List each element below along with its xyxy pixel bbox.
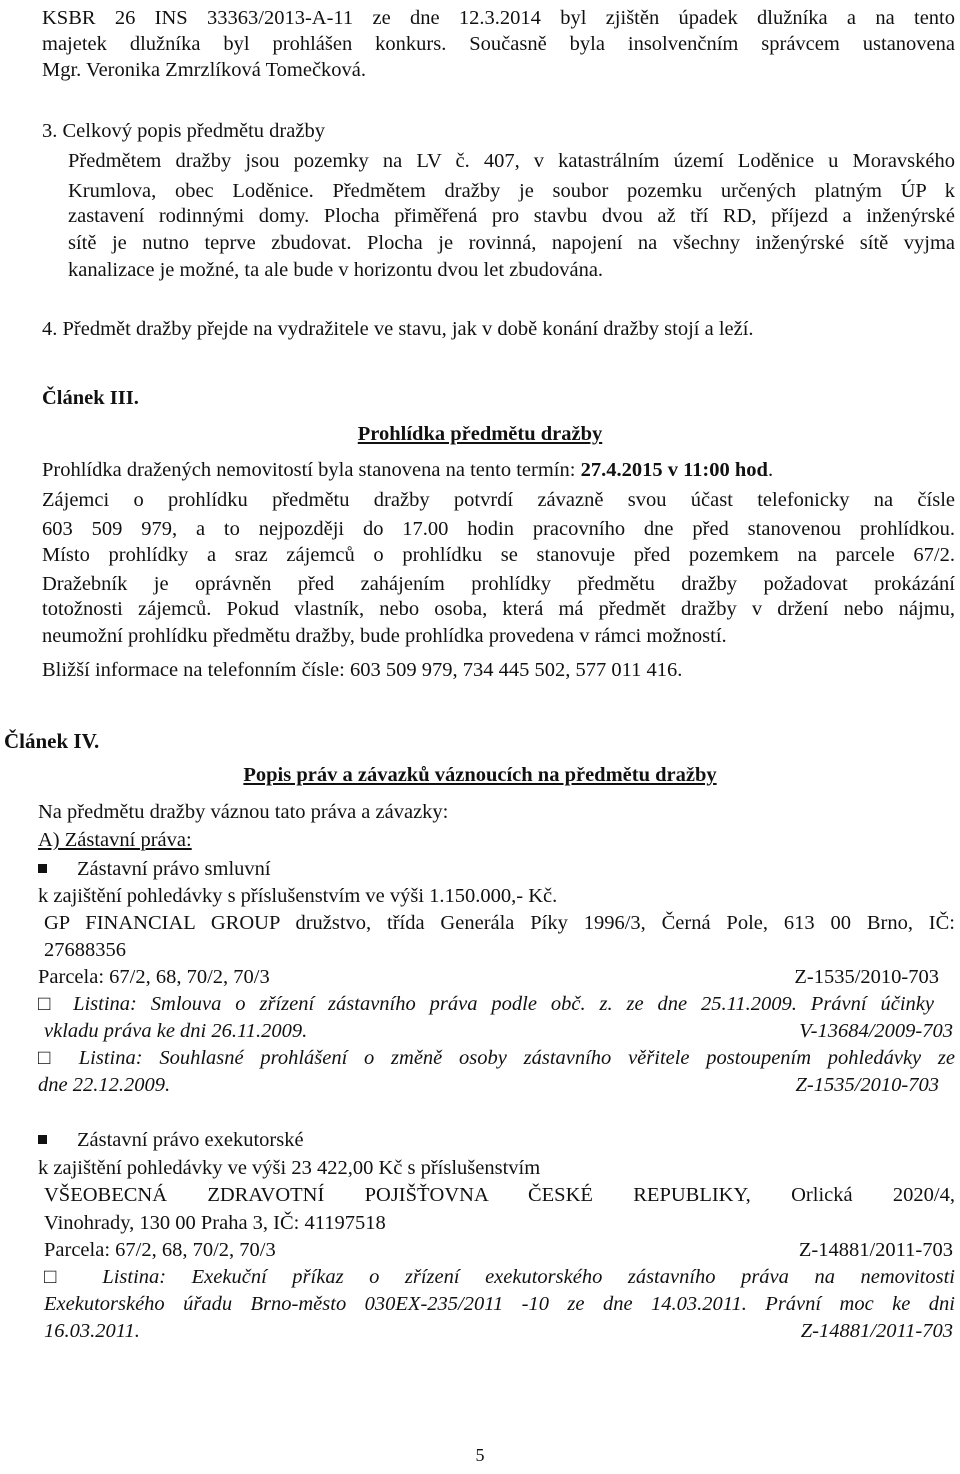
lien-1-listina-2-ref: Z-1535/2010-703 [795, 1074, 939, 1096]
article-3-label: Článek III. [42, 387, 139, 409]
lien-2-listina-1-line-2: Exekutorského úřadu Brno-město 030EX-235/2011 -10 ze dne 14.03.2011. Právní moc ke dni [44, 1293, 955, 1315]
lien-1-listina-2-line-2: dne 22.12.2009. [38, 1074, 171, 1096]
intro-line-1: KSBR 26 INS 33363/2013-A-11 ze dne 12.3.2014 byl zjištěn úpadek dlužníka a na tento [42, 7, 955, 29]
lien-1-listina-1-line-1: □ Listina: Smlouva o zřízení zástavního práva podle obč. z. ze dne 25.11.2009. Právní účinky [38, 993, 934, 1015]
article-3-line-3: 603 509 979, a to nejpozději do 17.00 hodin pracovního dne před stanovenou prohlídkou. [42, 518, 955, 540]
lien-1-listina-1-row [44, 1021, 953, 1042]
lien-1-parcels-row [38, 967, 953, 988]
square-bullet-icon [38, 1135, 47, 1144]
intro-line-3: Mgr. Veronika Zmrzlíková Tomečková. [42, 59, 367, 81]
article-3-line-7: neumožní prohlídku předmětu dražby, bude prohlídka provedena v rámci možností. [42, 625, 727, 647]
lien-2-listina-1-line-3: 16.03.2011. [44, 1320, 140, 1342]
lien-1-creditor-line-1: GP FINANCIAL GROUP družstvo, třída Generála Píky 1996/3, Černá Pole, 613 00 Brno, IČ: [44, 912, 955, 934]
section-3-line-2: Krumlova, obec Loděnice. Předmětem dražby je soubor pozemku určených platným ÚP k [68, 180, 955, 202]
lien-2-creditor-line-1: VŠEOBECNÁ ZDRAVOTNÍ POJIŠŤOVNA ČESKÉ REPUBLIKY, Orlická 2020/4, [44, 1184, 955, 1206]
article-4-label: Článek IV. [4, 729, 100, 753]
article-4-title: Popis práv a závazků váznoucích na předmětu dražby [243, 764, 717, 786]
article-3-line-2: Zájemci o prohlídku předmětu dražby potvrdí závazně svou účast telefonicky na čísle [42, 489, 955, 511]
section-4-text: 4. Předmět dražby přejde na vydražitele ve stavu, jak v době konání dražby stojí a leží. [42, 318, 754, 340]
intro-line-2: majetek dlužníka byl prohlášen konkurs. Současně byla insolvenčním správcem ustanovena [42, 33, 955, 55]
lien-2-parcels: Parcela: 67/2, 68, 70/2, 70/3 [44, 1239, 276, 1261]
lien-1-creditor-line-2: 27688356 [44, 939, 126, 961]
article-3-line-8: Bližší informace na telefonním čísle: 603 509 979, 734 445 502, 577 011 416. [42, 659, 683, 681]
lien-2-creditor-line-2: Vinohrady, 130 00 Praha 3, IČ: 41197518 [44, 1212, 386, 1234]
lien-2-amount: k zajištění pohledávky ve výši 23 422,00 Kč s příslušenstvím [38, 1157, 541, 1179]
section-3-line-3: zastavení rodinnými domy. Plocha přiměřená pro stavbu dvou až tří RD, příjezd a inženýrské [68, 205, 955, 227]
section-3-line-4: sítě je nutno teprve zbudovat. Plocha je rovinná, napojení na všechny inženýrské sítě vyjma [68, 232, 955, 254]
lien-1-listina-2-line-1: □ Listina: Souhlasné prohlášení o změně osoby zástavního věřitele postoupením pohledávky ze [38, 1047, 955, 1069]
lien-2-parcels-row [44, 1240, 953, 1261]
section-3-line-1: Předmětem dražby jsou pozemky na LV č. 407, v katastrálním území Loděnice u Moravského [68, 150, 955, 172]
article-3-line-1-text: Prohlídka dražených nemovitostí byla stanovena na tento termín: [42, 459, 581, 481]
article-3-line-1-end: . [767, 459, 774, 481]
section-3-line-5: kanalizace je možné, ta ale bude v horizontu dvou let zbudována. [68, 259, 604, 281]
lien-1-parcels-ref: Z-1535/2010-703 [794, 966, 939, 988]
lien-1-listina-1-ref: V-13684/2009-703 [799, 1020, 953, 1042]
article-3-line-6: totožnosti zájemců. Pokud vlastník, nebo osoba, která má předmět dražby v držení nebo nájmu, [42, 598, 955, 620]
article-3-line-1 [42, 460, 773, 481]
lien-1-type [38, 859, 271, 880]
section-a-heading-text: A) Zástavní práva: [38, 829, 192, 851]
article-3-title: Prohlídka předmětu dražby [357, 423, 603, 445]
lien-1-listina-1-line-2: vkladu práva ke dni 26.11.2009. [44, 1020, 308, 1042]
lien-1-amount: k zajištění pohledávky s příslušenstvím ve výši 1.150.000,- Kč. [38, 885, 558, 907]
lien-2-type [38, 1130, 304, 1151]
page-number: 5 [475, 1445, 485, 1465]
lien-2-parcels-ref: Z-14881/2011-703 [798, 1239, 953, 1261]
section-3-heading: 3. Celkový popis předmětu dražby [42, 120, 325, 142]
lien-1-listina-2-row [38, 1075, 953, 1096]
article-3-line-5: Dražebník je oprávněn před zahájením prohlídky předmětu dražby požadovat prokázání [42, 573, 955, 595]
lien-2-listina-1-line-1: □ Listina: Exekuční příkaz o zřízení exekutorského zástavního práva na nemovitosti [44, 1266, 955, 1288]
square-bullet-icon [38, 864, 47, 873]
lien-1-parcels: Parcela: 67/2, 68, 70/2, 70/3 [38, 966, 270, 988]
section-a-heading [38, 830, 192, 851]
lien-1-type-text: Zástavní právo smluvní [77, 858, 271, 880]
lien-2-listina-1-ref: Z-14881/2011-703 [800, 1320, 953, 1342]
article-3-line-4: Místo prohlídky a sraz zájemců o prohlídku se stanovuje před pozemkem na parcele 67/2. [42, 544, 955, 566]
lien-2-listina-1-row [44, 1321, 953, 1342]
lien-2-type-text: Zástavní právo exekutorské [77, 1129, 304, 1151]
viewing-datetime: 27.4.2015 v 11:00 hod [580, 459, 768, 481]
article-4-intro: Na předmětu dražby váznou tato práva a závazky: [38, 801, 449, 823]
